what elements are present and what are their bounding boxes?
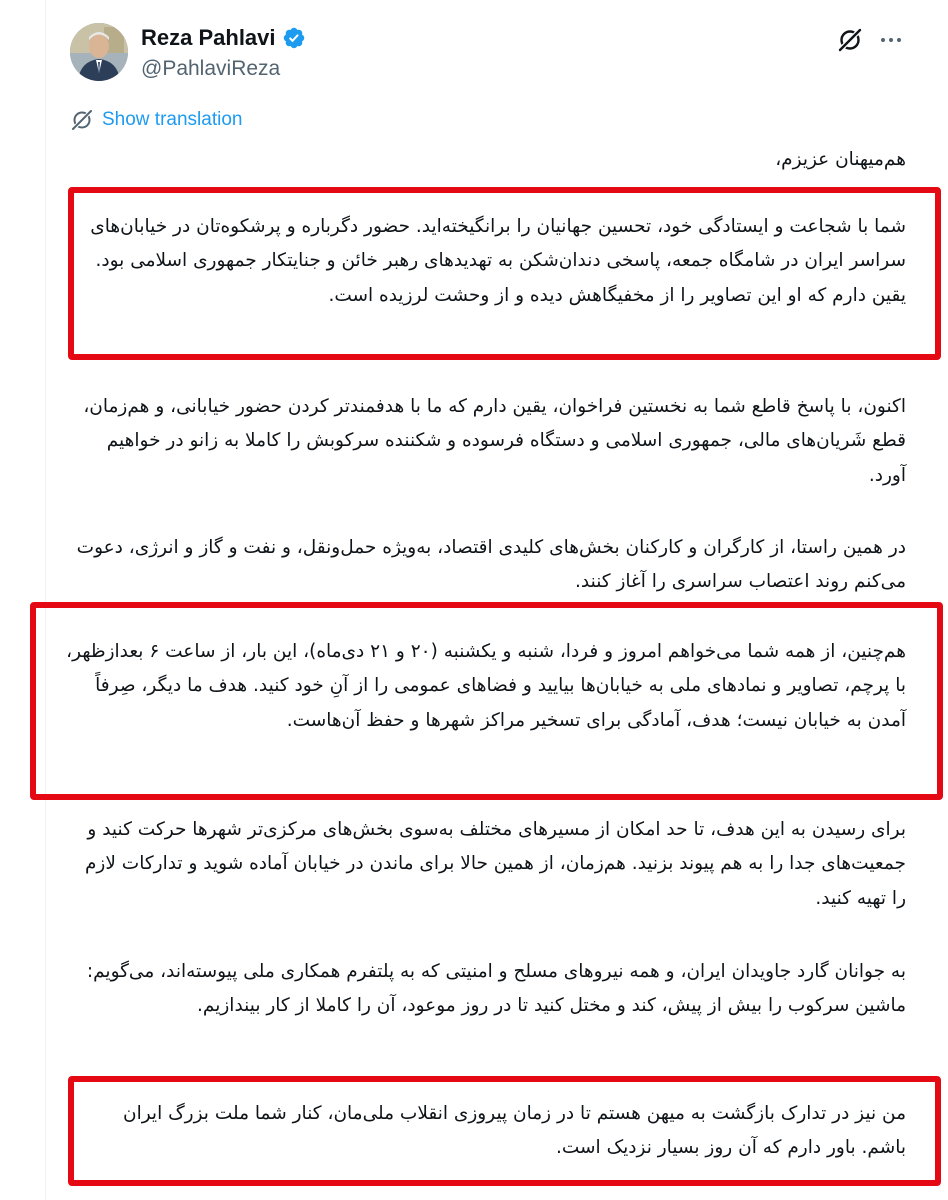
tweet-paragraph-1: شما با شجاعت و ایستادگی خود، تحسین جهانیان را برانگیخته‌اید. حضور دگرباره و پرشکوه‌تان در خیابان‌های سراسر ایران در شامگاه جمعه، پاسخی دندان‌شکن به تهدیدهای رهبر خائن و جنایتکار جمهوری اسلامی بود. یقین دارم که او این تصاویر را از مخفیگاهش دیده و از وحشت لرزیده است.	[90, 216, 906, 306]
tweet-paragraph-6: به جوانان گارد جاویدان ایران، و همه نیروهای مسلح و امنیتی که به پلتفرم همکاری ملی پیوسته‌اند، می‌گویم: ماشین سرکوب را بیش از پیش، کند و مختل کنید تا در روز موعود، آن را کاملا از کار بیندازیم.	[86, 961, 906, 1017]
tweet-paragraph-2: اکنون، با پاسخ قاطع شما به نخستین فراخوان، یقین دارم که ما با هدفمندتر کردن حضور خیابانی، و هم‌زمان، قطع شَریان‌های مالی، جمهوری اسلامی و دستگاه فرسوده و شکننده سرکوبش را کاملا به زانو در خواهیم آورد.	[83, 396, 906, 486]
timeline-border	[45, 0, 46, 1200]
grok-icon[interactable]	[836, 26, 864, 54]
show-translation[interactable]	[70, 108, 242, 132]
verified-badge-icon	[282, 26, 306, 50]
user-handle[interactable]: @PahlaviReza	[141, 57, 281, 80]
tweet-greeting: هم‌میهنان عزیزم،	[775, 149, 906, 170]
tweet-paragraph-5: برای رسیدن به این هدف، تا حد امکان از مسیرهای مختلف به‌سوی بخش‌های مرکزی‌تر شهرها حرکت کنید و جمعیت‌های جدا را به هم پیوند بزنید. هم‌زمان، از همین حالا برای ماندن در خیابان آماده شوید و تدارکات لازم را تهیه کنید.	[84, 819, 906, 909]
more-options-icon[interactable]	[877, 26, 905, 54]
tweet-paragraph-4: هم‌چنین، از همه شما می‌خواهم امروز و فردا، شنبه و یکشنبه (۲۰ و ۲۱ دی‌ماه)، این بار، از ساعت ۶ بعدازظهر، با پرچم، تصاویر و نمادهای ملی به خیابان‌ها بیایید و فضاهای عمومی را از آنِ خود کنید. هدف ما دیگر، صِرفاً آمدن به خیابان نیست؛ هدف، آمادگی برای تسخیر مراکز شهرها و حفظ آن‌هاست.	[66, 641, 906, 731]
name-row	[141, 25, 306, 51]
avatar[interactable]	[70, 23, 128, 81]
display-name[interactable]: Reza Pahlavi	[141, 25, 276, 50]
show-translation-link[interactable]: Show translation	[102, 109, 243, 130]
tweet-paragraph-7: من نیز در تدارک بازگشت به میهن هستم تا در زمان پیروزی انقلاب ملی‌مان، کنار شما ملت بزرگ ایران باشم. باور دارم که آن روز بسیار نزدیک است.	[123, 1103, 906, 1159]
profile-photo-icon	[70, 23, 128, 81]
translate-icon	[70, 108, 94, 132]
tweet-paragraph-3: در همین راستا، از کارگران و کارکنان بخش‌های کلیدی اقتصاد، به‌ویژه حمل‌ونقل، و نفت و گاز و انرژی، دعوت می‌کنم روند اعتصاب سراسری را آغاز کنند.	[76, 537, 906, 593]
tweet-header	[0, 0, 948, 100]
